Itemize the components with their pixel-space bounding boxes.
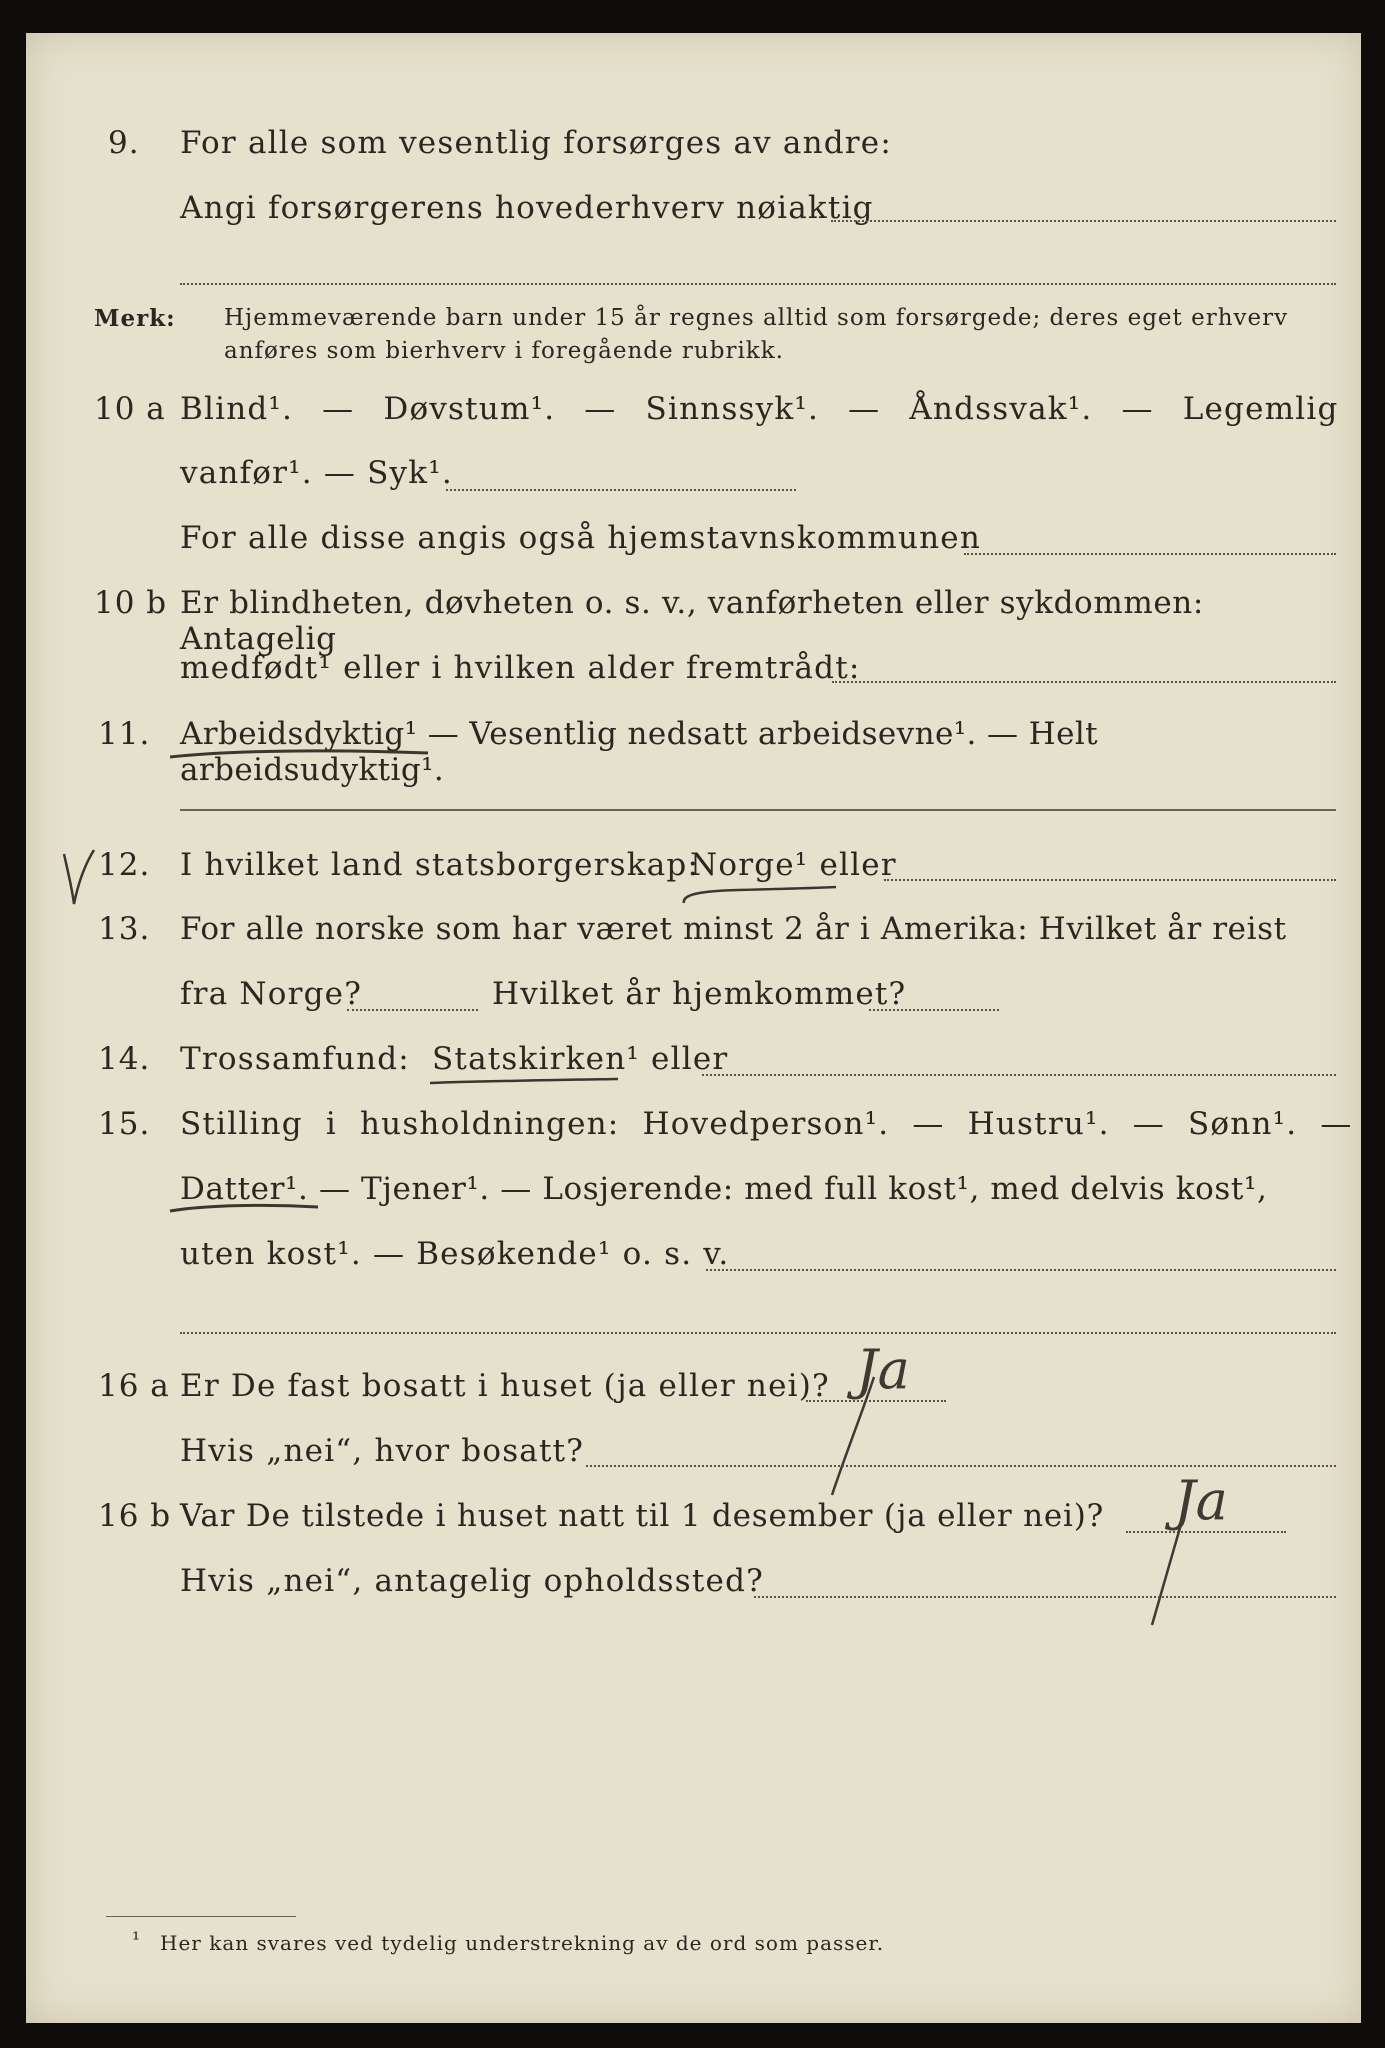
q14-line-tail <box>432 1041 728 1077</box>
q10a-line2: vanfør¹. — Syk¹. <box>180 455 453 491</box>
q12-text: I hvilket land statsborgerskap: <box>180 847 700 883</box>
q10a-answer-field[interactable] <box>446 489 796 491</box>
q15-option-datter[interactable]: Datter¹ <box>180 1171 299 1207</box>
q16b-handwritten-answer: Ja <box>1174 1469 1228 1532</box>
checkmark-icon <box>58 848 98 910</box>
q13-line2a: fra Norge? <box>180 976 363 1012</box>
q16b-line2: Hvis „nei“, antagelig opholdssted? <box>180 1563 764 1599</box>
q16b-location-field[interactable] <box>754 1596 1336 1598</box>
q16a-handwritten-answer: Ja <box>856 1338 910 1401</box>
q10a-number: 10 a <box>94 391 166 427</box>
q11-rest: — Vesentlig nedsatt arbeidsevne¹. — Helt arbeidsudyktig¹. <box>180 716 1099 788</box>
q12-answer-field[interactable] <box>884 879 1336 881</box>
footnote-mark: ¹ <box>132 1927 142 1951</box>
q9-answer-field-2[interactable] <box>180 283 1336 285</box>
q16b-number: 16 b <box>98 1498 172 1534</box>
q10b-line2: medfødt¹ eller i hvilken alder fremtrådt: <box>180 650 861 686</box>
q13-line2b: Hvilket år hjemkommet? <box>492 976 907 1012</box>
q12-number: 12. <box>98 847 151 883</box>
q13-number: 13. <box>98 911 151 947</box>
q16a-number: 16 a <box>98 1368 170 1404</box>
q14-answer-field[interactable] <box>702 1074 1336 1076</box>
q14-number: 14. <box>98 1041 151 1077</box>
q16a-line2: Hvis „nei“, hvor bosatt? <box>180 1433 585 1469</box>
q9-line2: Angi forsørgerens hovederhverv nøiaktig <box>180 190 874 226</box>
q12-option-norge[interactable]: Norge¹ <box>690 847 809 883</box>
q15-line2-rest: . — Tjener¹. — Losjerende: med full kost¹, med delvis kost¹, <box>298 1171 1268 1207</box>
q10a-hometown-field[interactable] <box>964 553 1336 555</box>
q15-answer-field-2[interactable] <box>180 1332 1336 1334</box>
q13-year-returned-field[interactable] <box>869 1009 999 1011</box>
q11-divider <box>180 809 1336 811</box>
q15-line3: uten kost¹. — Besøkende¹ o. s. v. <box>180 1236 730 1272</box>
q9-line1: For alle som vesentlig forsørges av andre: <box>180 125 892 161</box>
merk-line1: Hjemmeværende barn under 15 år regnes alltid som forsørgede; deres eget erhverv <box>224 305 1289 331</box>
q10a-line3: For alle disse angis også hjemstavnskommunen <box>180 520 981 556</box>
q16a-line1: Er De fast bosatt i huset (ja eller nei)? <box>180 1368 830 1404</box>
q14-option-statskirken[interactable]: Statskirken¹ <box>432 1041 640 1077</box>
footnote-divider <box>106 1916 296 1917</box>
q10b-number: 10 b <box>94 585 168 621</box>
q10b-line1: Er blindheten, døvheten o. s. v., vanførheten eller sykdommen: Antagelig <box>180 585 1204 657</box>
q13-year-left-field[interactable] <box>347 1009 478 1011</box>
q10a-line1: Blind¹. — Døvstum¹. — Sinnssyk¹. — Åndssvak¹. — Legemlig <box>180 391 1339 427</box>
q16a-location-field[interactable] <box>586 1465 1336 1467</box>
q11-number: 11. <box>98 716 151 752</box>
q9-number: 9. <box>108 125 140 161</box>
q16b-pen-stroke <box>1134 1503 1194 1633</box>
q14-text: Trossamfund: <box>180 1041 410 1077</box>
footnote-text: Her kan svares ved tydelig understrekning av de ord som passer. <box>160 1931 885 1955</box>
q15-answer-field[interactable] <box>706 1269 1336 1271</box>
q12-eller: eller <box>808 847 897 883</box>
q15-line1: Stilling i husholdningen: Hovedperson¹. — Hustru¹. — Sønn¹. — <box>180 1106 1353 1142</box>
q9-answer-field[interactable] <box>831 220 1336 222</box>
q16b-line1: Var De tilstede i huset natt til 1 desember (ja eller nei)? <box>180 1498 1105 1534</box>
q15-underline-mark <box>166 1199 326 1219</box>
q12-underline-mark <box>678 881 848 907</box>
q10b-answer-field[interactable] <box>832 681 1336 683</box>
q13-line1: For alle norske som har været minst 2 år i Amerika: Hvilket år reist <box>180 911 1287 947</box>
q15-line2 <box>180 1171 1267 1207</box>
merk-label: Merk: <box>94 305 176 332</box>
q16a-pen-stroke <box>822 1373 882 1503</box>
q11-option-arbeidsdyktig[interactable]: Arbeidsdyktig¹ <box>180 716 418 752</box>
q14-eller: eller <box>639 1041 729 1077</box>
q12-line-tail <box>690 847 897 883</box>
census-form-page <box>26 33 1361 2023</box>
merk-line2: anføres som bierhverv i foregående rubrikk. <box>224 338 784 364</box>
q14-underline-mark <box>426 1073 626 1091</box>
q11-underline-mark <box>166 745 436 765</box>
q15-number: 15. <box>98 1106 151 1142</box>
